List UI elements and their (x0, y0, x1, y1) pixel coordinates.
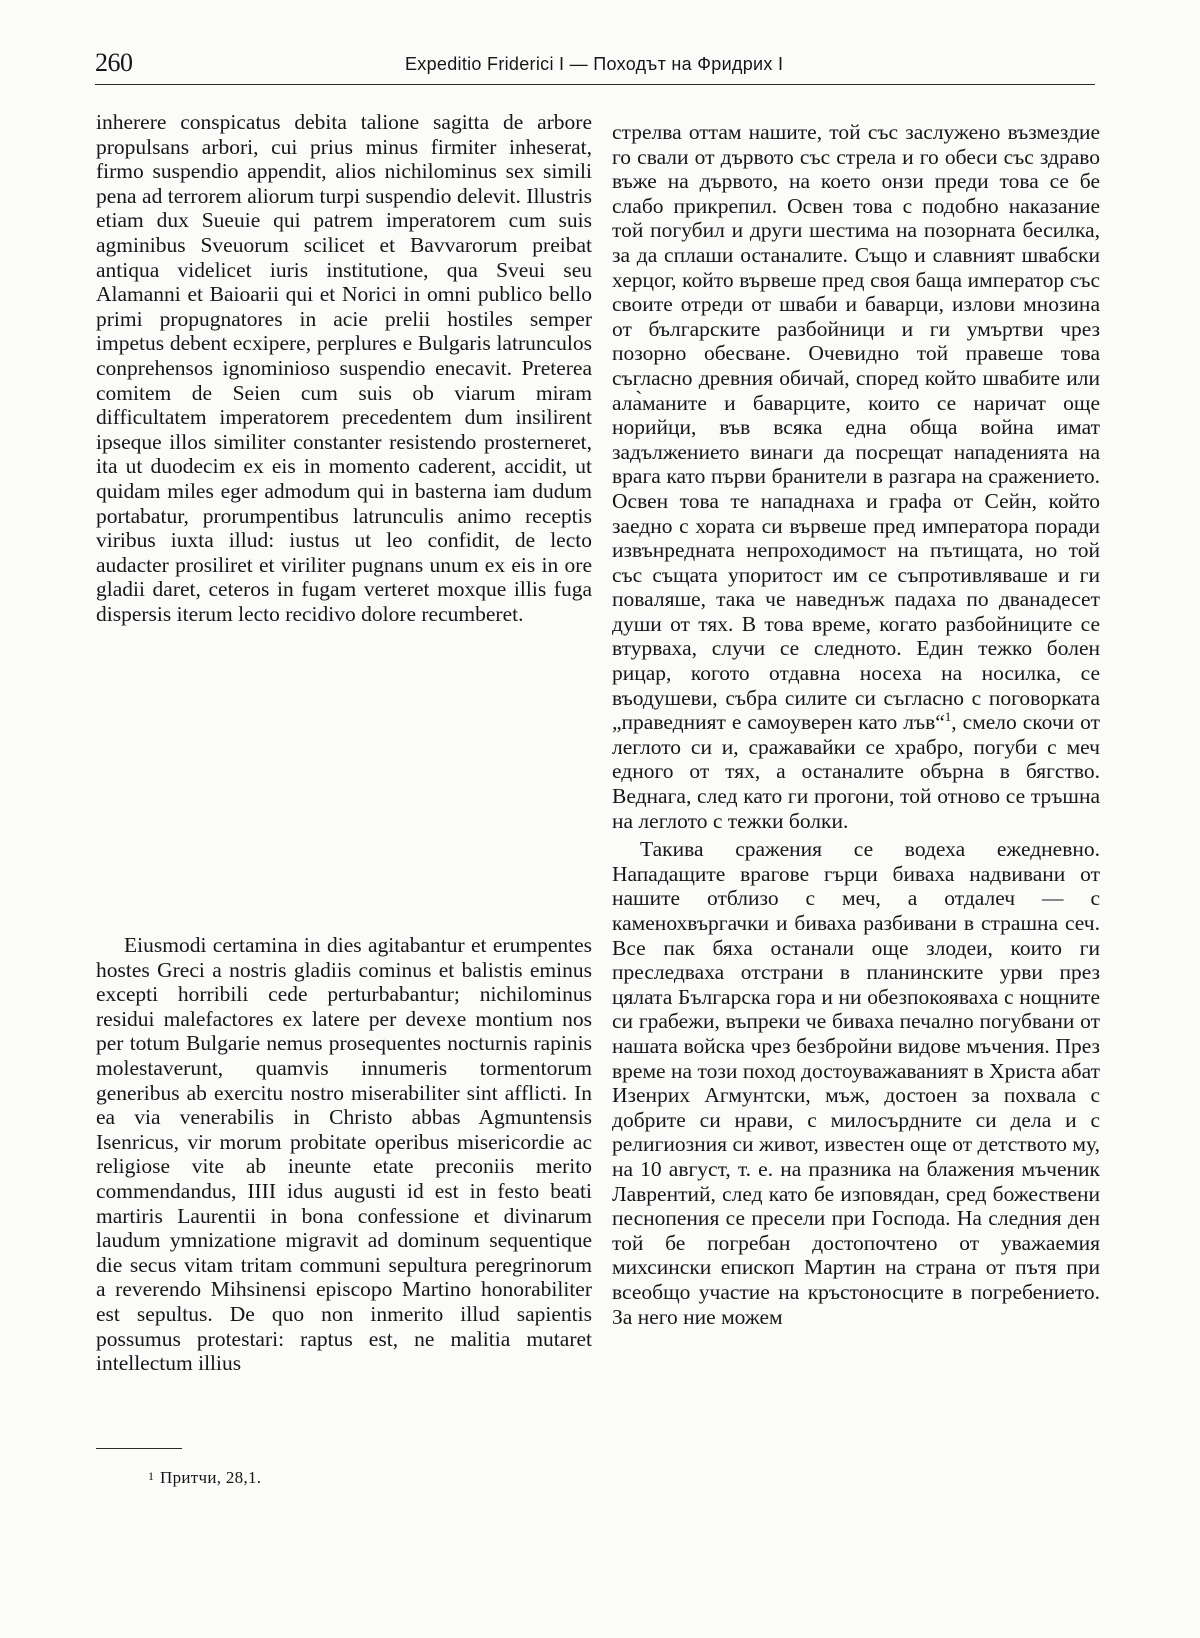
latin-column-bottom (96, 933, 592, 1376)
latin-column-top (96, 110, 592, 626)
bulgarian-paragraph: Такива сражения се водеха ежедневно. Нападащите врагове гърци биваха надвивани от нашите отблизо с меч, а отдалеч — с каменохвъргачки и биваха разбивани в страшна сеч. Все пак бяха останали още злодеи, които ги преследваха отстрани в планинските урви през цялата Българска гора и ни обезпокояваха с нощните си грабежи, въпреки че биваха печално погубвани от нашата войска чрез безбройни видове мъчения. През време на този поход достоуважаваният в Христа абат Изенрих Агмунтски, мъж, достоен за похвала с добрите си нрави, с милосърдните си дела и с религиозния си живот, известен още от детството му, на 10 август, т. е. на празника на блажения мъченик Лаврентий, след като бе изповядан, сред божествени песнопения се пресели при Господа. На следния ден той бе погребан достопочтено от уважаемия михсински епископ Мартин на страна от пътя при всеобщо участие на кръстоносците в погребението. За него ние можем (612, 837, 1100, 1329)
footnote-text: Притчи, 28,1. (160, 1468, 262, 1487)
footnote (148, 1468, 261, 1488)
footnote-divider (96, 1448, 182, 1449)
bulgarian-text: , смело скочи от леглото си и, сражавайки се храбро, погуби с меч едного от тях, а останалите обърна в бягство. Веднага, след като ги прогони, той отново се тръшна на леглото с тежки болки. (612, 710, 1100, 833)
footnote-number: 1 (148, 1469, 154, 1483)
bulgarian-column (612, 120, 1100, 1329)
footnote-reference[interactable]: 1 (944, 709, 952, 725)
latin-paragraph: Eiusmodi certamina in dies agitabantur et erumpentes hostes Greci a nostris gladiis cominus et balistis eminus excepti horribili cede perturbabantur; nichilominus residui malefactores ex latere per devexe montium nos per totum Bulgarie nemus prosequentes nocturnis rapinis molestaverunt, quamvis innumeris tormentorum generibus ab exercitu nostro miserabiliter sint afflicti. In ea via venerabilis in Christo abbas Agmuntensis Isenricus, vir morum probitate operibus misericordie ac religiose vite ab ineunte etate preconiis merito commendandus, IIII idus augusti id est in festo beati martiris Laurentii in bona confessione et divinarum laudum ymnizatione migravit ad dominum sequentique die secus vitam tritam communi sepultura peregrinorum a reverendo Mihsinensi episcopo Martino honorabiliter est sepultus. De quo non inmerito illud sapientis possumus protestari: raptus est, ne malitia mutaret intellectum illius (96, 933, 592, 1376)
bulgarian-paragraph (612, 120, 1100, 833)
page-header (95, 44, 1095, 85)
bulgarian-text: стрелва оттам нашите, той със заслужено възмездие го свали от дървото със стрела и го обеси със здраво въже на дървото, на което онзи преди това се бе слабо прикрепил. Освен това с подобно наказание той погубил и други шестима на позорната бесилка, за да сплаши останалите. Също и славният швабски херцог, който вървеше пред своя баща император със своите отреди от шваби и баварци, излови мнозина от българските разбойници и ги умъртви чрез позорно обесване. Очевидно той правеше това съгласно древния обичай, според който швабите или ала̀маните и баварците, които се наричат още норийци, във всяка една обща война имат задължението винаги да посрещат нападенията на врага като първи бранители в разгара на сражението. Освен това те нападнаха и графа от Сейн, който заедно с хората си вървеше пред императора поради извънредната непроходимост на пътищата, но той със същата упоритост им се съпротивляваше и ги поваляше, така че наведнъж падаха по дванадесет души от тях. В това време, когато разбойниците се втурваха, случи се следното. Един тежко болен рицар, когото отдавна носеха на носилка, се въодушеви, събра силите си съгласно с поговорката „праведният е самоуверен като лъв“ (612, 120, 1100, 735)
latin-paragraph: inherere conspicatus debita talione sagitta de arbore propulsans arbori, cui prius minus firmiter inheserat, firmo suspendio appendit, alios nichilominus sex simili pena ad terrorem aliorum turpi suspendio delevit. Illustris etiam dux Sueuie qui patrem imperatorem cum suis agminibus Sveuorum scilicet et Bavvarorum preibat antiqua videlicet iuris institutione, qua Sveui seu Alamanni et Baioarii qui et Norici in omni publico bello primi propugnatores in acie prelii hostiles semper impetus debent ecxipere, perplures e Bulgaris latrunculos conprehensos ignominioso suspendio enecavit. Preterea comitem de Seien cum suis ob viarum miram difficultatem imperatorem precedentem dum insilirent ipseque illos similiter constanter resistendo prosterneret, ita ut duodecim ex eis in momento caderent, accidit, ut quidam miles eger admodum qui in basterna iam dudum portabatur, prorumpentibus latrunculis animo receptis viribus iuxta illud: iustus ut leo confidit, de lecto audacter prosiliret et viriliter pugnans unum ex eis in ore gladii daret, ceteros in fugam verteret moxque illis fuga dispersis iterum lecto recidivo dolore recumberet. (96, 110, 592, 626)
running-title: Expeditio Friderici I — Походът на Фридрих I (405, 54, 784, 74)
page-number: 260 (95, 48, 133, 77)
